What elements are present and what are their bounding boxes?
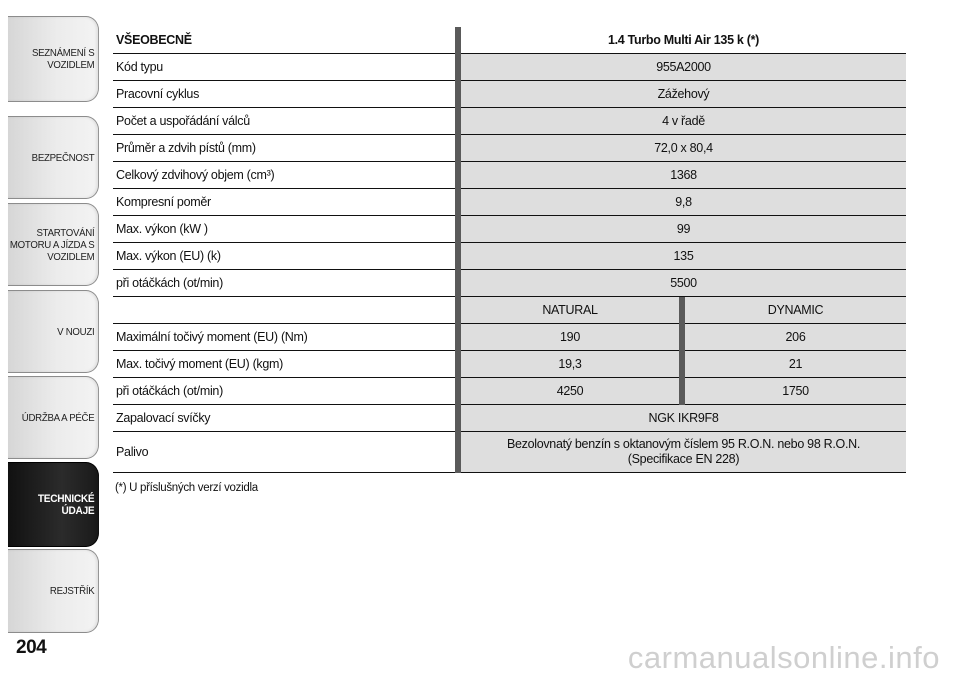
row-value: 9,8 — [461, 189, 906, 216]
row-label: Maximální točivý moment (EU) (Nm) — [113, 324, 455, 351]
footnote: (*) U příslušných verzí vozidla — [115, 482, 258, 494]
table-row — [113, 81, 906, 108]
value-natural: 19,3 — [461, 351, 679, 378]
header-general: VŠEOBECNĚ — [113, 27, 455, 54]
tab-udrzba-a-pece[interactable] — [8, 376, 99, 459]
row-label: Pracovní cyklus — [113, 81, 455, 108]
table-row — [113, 270, 906, 297]
table-row — [113, 405, 906, 432]
table-row — [113, 351, 906, 378]
row-label: při otáčkách (ot/min) — [113, 378, 455, 405]
fuel-value-line2: (Specifikace EN 228) — [627, 452, 740, 466]
fuel-value — [461, 432, 906, 473]
row-value: 5500 — [461, 270, 906, 297]
row-value: NGK IKR9F8 — [461, 405, 906, 432]
row-value: 955A2000 — [461, 54, 906, 81]
mode-natural: NATURAL — [461, 297, 679, 324]
row-label: Průměr a zdvih pístů (mm) — [113, 135, 455, 162]
row-label: Max. točivý moment (EU) (kgm) — [113, 351, 455, 378]
mode-dynamic: DYNAMIC — [685, 297, 906, 324]
tab-technicke-udaje[interactable] — [8, 462, 99, 547]
tab-label: V NOUZI — [57, 325, 95, 338]
row-label: Max. výkon (EU) (k) — [113, 243, 455, 270]
row-value: 72,0 x 80,4 — [461, 135, 906, 162]
row-label: Zapalovací svíčky — [113, 405, 455, 432]
value-dynamic: 206 — [685, 324, 906, 351]
engine-spec-table — [113, 27, 906, 473]
row-value: 4 v řadě — [461, 108, 906, 135]
row-value: 1368 — [461, 162, 906, 189]
row-label-empty — [113, 297, 455, 324]
table-row — [113, 378, 906, 405]
row-value: 99 — [461, 216, 906, 243]
tab-seznameni-s-vozidlem[interactable] — [8, 16, 99, 102]
row-label: Palivo — [113, 432, 455, 473]
tab-label: BEZPEČNOST — [31, 151, 95, 164]
table-row — [113, 162, 906, 189]
tab-v-nouzi[interactable] — [8, 290, 99, 373]
table-row — [113, 108, 906, 135]
table-row — [113, 135, 906, 162]
row-label: Kompresní poměr — [113, 189, 455, 216]
page-number: 204 — [16, 637, 47, 658]
mode-header-row — [113, 297, 906, 324]
tab-rejstrik[interactable] — [8, 549, 99, 633]
value-natural: 4250 — [461, 378, 679, 405]
value-natural: 190 — [461, 324, 679, 351]
row-value: Zážehový — [461, 81, 906, 108]
table-header-row — [113, 27, 906, 54]
tab-label: STARTOVÁNÍ MOTORU A JÍZDA S VOZIDLEM — [9, 226, 95, 263]
value-dynamic: 1750 — [685, 378, 906, 405]
tab-label: SEZNÁMENÍ S VOZIDLEM — [31, 47, 95, 71]
tab-startovani[interactable] — [8, 203, 99, 286]
row-label: Celkový zdvihový objem (cm³) — [113, 162, 455, 189]
row-label: Max. výkon (kW ) — [113, 216, 455, 243]
table-row — [113, 54, 906, 81]
value-dynamic: 21 — [685, 351, 906, 378]
row-label: při otáčkách (ot/min) — [113, 270, 455, 297]
tab-bezpecnost[interactable] — [8, 116, 99, 199]
table-row — [113, 243, 906, 270]
fuel-value-line1: Bezolovnatý benzín s oktanovým číslem 95 R.O.N. nebo 98 R.O.N. — [506, 437, 861, 451]
watermark: carmanualsonline.info — [627, 640, 940, 675]
header-engine: 1.4 Turbo Multi Air 135 k (*) — [461, 27, 906, 54]
table-row — [113, 216, 906, 243]
table-row — [113, 324, 906, 351]
table-row — [113, 189, 906, 216]
tab-label: ÚDRŽBA A PÉČE — [21, 411, 95, 424]
table-row — [113, 432, 906, 473]
row-label: Kód typu — [113, 54, 455, 81]
row-label: Počet a uspořádání válců — [113, 108, 455, 135]
tab-label: REJSTŘÍK — [49, 585, 95, 597]
tab-label: TECHNICKÉ ÚDAJE — [37, 492, 95, 517]
row-value: 135 — [461, 243, 906, 270]
